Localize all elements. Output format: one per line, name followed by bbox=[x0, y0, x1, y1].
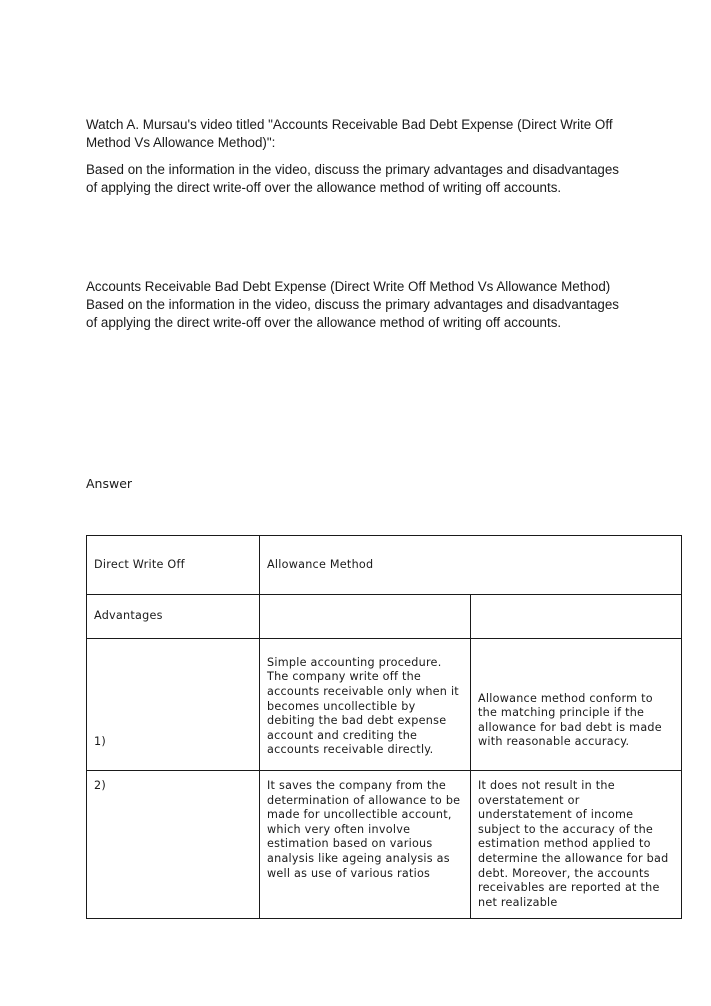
allowance-method-advantage: It does not result in the overstatement or understatement of income subject to the accuracy of the estimation method applied to determine the allowance for bad debt. Moreover, the accounts receivables are reported at the net realizable bbox=[471, 771, 682, 919]
allowance-method-advantage: Allowance method conform to the matching principle if the allowance for bad debt is made with reasonable accuracy. bbox=[471, 639, 682, 771]
header-allowance-method: Allowance Method bbox=[260, 536, 682, 595]
header-direct-write-off: Direct Write Off bbox=[87, 536, 260, 595]
empty-cell bbox=[471, 595, 682, 639]
empty-cell bbox=[260, 595, 471, 639]
table-row bbox=[87, 771, 682, 919]
table-section-row bbox=[87, 595, 682, 639]
answer-label: Answer bbox=[86, 476, 133, 491]
question-intro: Watch A. Mursau's video titled "Accounts Receivable Bad Debt Expense (Direct Write Off Method Vs Allowance Method)": bbox=[86, 117, 613, 150]
table-row bbox=[87, 639, 682, 771]
direct-write-off-advantage: It saves the company from the determination of allowance to be made for uncollectible account, which very often involve estimation based on various analysis like ageing analysis as well as use of various ratios bbox=[260, 771, 471, 919]
question-restated: Accounts Receivable Bad Debt Expense (Direct Write Off Method Vs Allowance Method) Based on the information in the video, discuss the primary advantages and disadvantages of applying the direct write-off over the allowance method of writing off accounts. bbox=[86, 279, 619, 330]
row-number: 1) bbox=[87, 639, 260, 771]
direct-write-off-advantage: Simple accounting procedure. The company write off the accounts receivable only when it becomes uncollectible by debiting the bad debt expense account and crediting the accounts receivable directly. bbox=[260, 639, 471, 771]
row-number: 2) bbox=[87, 771, 260, 919]
answer-table bbox=[86, 535, 682, 919]
question-prompt: Based on the information in the video, discuss the primary advantages and disadvantages of applying the direct write-off over the allowance method of writing off accounts. bbox=[86, 162, 619, 195]
advantages-label: Advantages bbox=[87, 595, 260, 639]
table-header-row bbox=[87, 536, 682, 595]
